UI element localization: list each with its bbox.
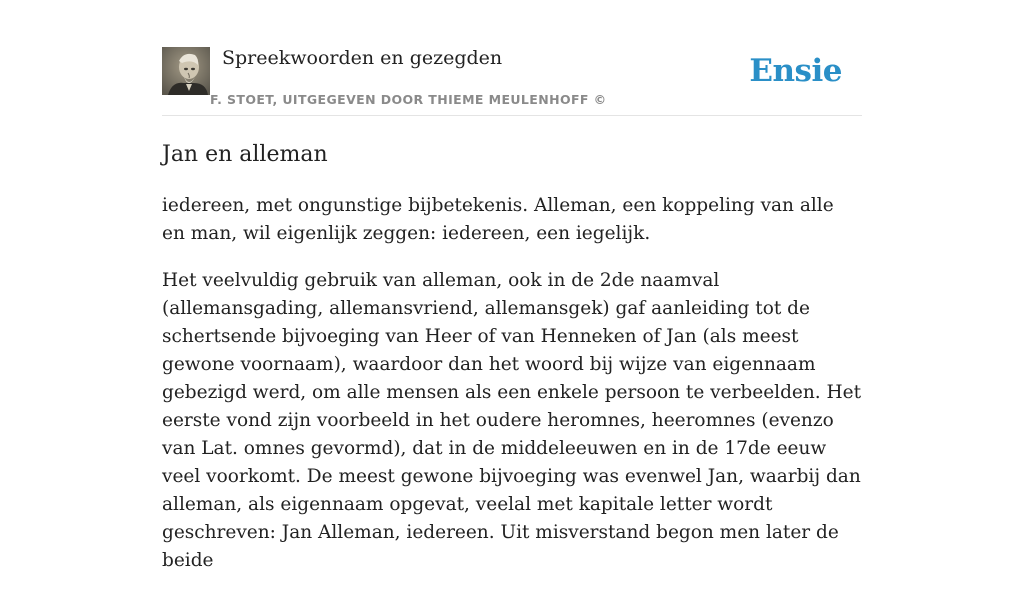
author-avatar[interactable] xyxy=(162,47,210,95)
ensie-logo[interactable]: Ensie xyxy=(749,53,842,89)
source-author: F. STOET, UITGEGEVEN DOOR THIEME MEULENHOFF © xyxy=(210,92,607,107)
entry-title: Jan en alleman xyxy=(162,142,328,167)
source-header xyxy=(162,46,862,116)
header-divider xyxy=(162,115,862,116)
definition-paragraph: Het veelvuldig gebruik van alleman, ook in de 2de naamval (allemansgading, allemansvriend, allemansgek) gaf aanleiding tot de schertsende bijvoeging van Heer of van Henneken of Jan (als meest gewone voornaam), waardoor dan het woord bij wijze van eigennaam gebezigd werd, om alle mensen als een enkele persoon te verbeelden. Het eerste vond zijn voorbeeld in het oudere heromnes, heeromnes (evenzo van Lat. omnes gevormd), dat in de middeleeuwen en in de 17de eeuw veel voorkomt. De meest gewone bijvoeging was evenwel Jan, waarbij dan alleman, als eigennaam opgevat, veelal met kapitale letter wordt geschreven: Jan Alleman, iedereen. Uit misverstand begon men later de beide xyxy=(162,270,862,571)
definition-paragraph: iedereen, met ongunstige bijbetekenis. Alleman, een koppeling van alle en man, wil eigenlijk zeggen: iedereen, een iegelijk. xyxy=(162,195,834,244)
author-portrait-icon xyxy=(162,47,210,95)
entry-definition xyxy=(162,192,862,594)
source-title[interactable]: Spreekwoorden en gezegden xyxy=(222,47,503,69)
